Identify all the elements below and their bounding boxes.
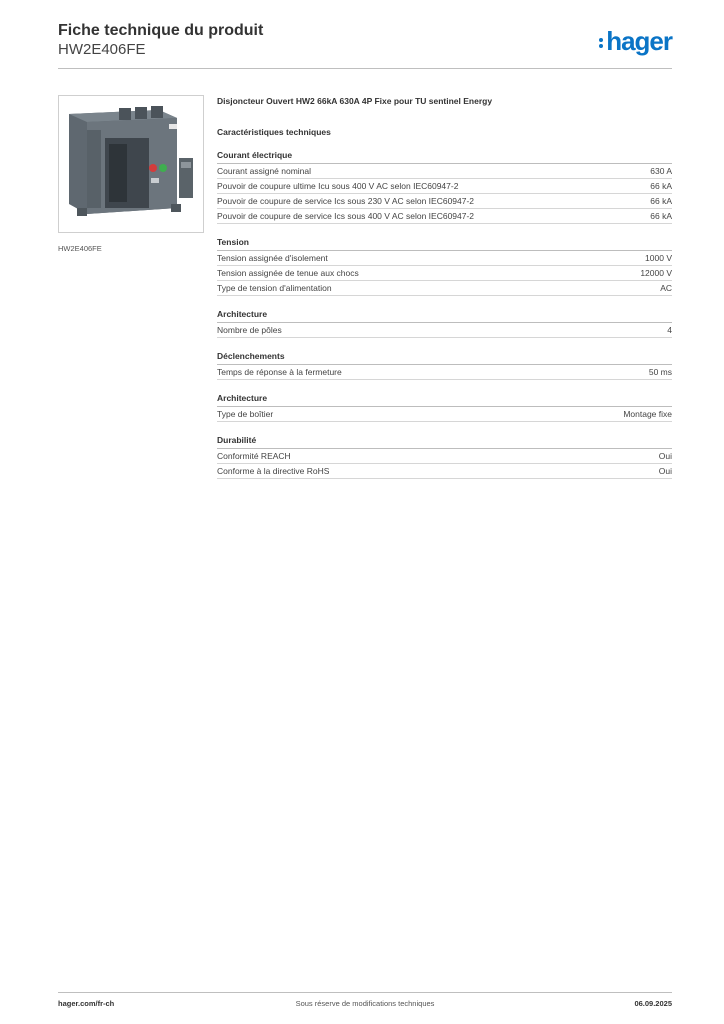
spec-value: AC (660, 283, 672, 293)
breaker-icon (59, 96, 203, 232)
spec-value: Oui (658, 466, 672, 476)
header-divider (58, 68, 672, 69)
spec-value: 12000 V (640, 268, 672, 278)
spec-row (217, 251, 672, 266)
spec-row (217, 281, 672, 296)
hager-logo (599, 26, 672, 57)
spec-row (217, 449, 672, 464)
spec-value: 630 A (650, 166, 672, 176)
section-title: Courant électrique (217, 150, 672, 164)
spec-section (217, 237, 672, 296)
logo-dots-icon (599, 36, 604, 50)
spec-row (217, 464, 672, 479)
footer-website[interactable]: hager.com/fr-ch (58, 999, 115, 1008)
spec-label: Nombre de pôles (217, 325, 282, 335)
section-title: Tension (217, 237, 672, 251)
spec-row (217, 179, 672, 194)
spec-section (217, 309, 672, 338)
product-title: Disjoncteur Ouvert HW2 66kA 630A 4P Fixe pour TU sentinel Energy (217, 96, 493, 106)
spec-label: Pouvoir de coupure ultime Icu sous 400 V AC selon IEC60947-2 (217, 181, 459, 191)
product-image (58, 95, 204, 233)
spec-label: Conformité REACH (217, 451, 291, 461)
spec-label: Courant assigné nominal (217, 166, 312, 176)
spec-label: Type de boîtier (217, 409, 274, 419)
section-title: Déclenchements (217, 351, 672, 365)
spec-value: 66 kA (650, 181, 672, 191)
footer-divider (58, 992, 672, 993)
spec-label: Pouvoir de coupure de service Ics sous 230 V AC selon IEC60947-2 (217, 196, 475, 206)
page-title: Fiche technique du produit (58, 22, 264, 39)
section-title: Durabilité (217, 435, 672, 449)
product-reference: HW2E406FE (58, 41, 146, 58)
spec-sections (217, 150, 672, 479)
section-title: Architecture (217, 393, 672, 407)
spec-row (217, 407, 672, 422)
spec-label: Tension assignée d'isolement (217, 253, 328, 263)
spec-value: Montage fixe (623, 409, 672, 419)
spec-label: Type de tension d'alimentation (217, 283, 332, 293)
spec-row (217, 194, 672, 209)
product-details (217, 96, 672, 479)
section-title: Architecture (217, 309, 672, 323)
spec-row (217, 323, 672, 338)
tech-heading: Caractéristiques techniques (217, 127, 331, 137)
spec-section (217, 435, 672, 479)
page-header (58, 22, 672, 68)
spec-row (217, 209, 672, 224)
spec-label: Conforme à la directive RoHS (217, 466, 330, 476)
spec-value: Oui (658, 451, 672, 461)
spec-value: 66 kA (650, 211, 672, 221)
image-caption: HW2E406FE (58, 244, 102, 253)
spec-row (217, 164, 672, 179)
spec-section (217, 351, 672, 380)
spec-value: 1000 V (645, 253, 672, 263)
logo-text: hager (606, 26, 672, 56)
spec-row (217, 266, 672, 281)
spec-section (217, 393, 672, 422)
spec-section (217, 150, 672, 224)
spec-value: 66 kA (650, 196, 672, 206)
spec-label: Pouvoir de coupure de service Ics sous 400 V AC selon IEC60947-2 (217, 211, 475, 221)
spec-value: 4 (667, 325, 672, 335)
spec-row (217, 365, 672, 380)
spec-value: 50 ms (648, 367, 672, 377)
footer-date: 06.09.2025 (634, 999, 672, 1008)
footer-disclaimer: Sous réserve de modifications techniques (295, 999, 435, 1008)
spec-label: Temps de réponse à la fermeture (217, 367, 342, 377)
spec-label: Tension assignée de tenue aux chocs (217, 268, 359, 278)
